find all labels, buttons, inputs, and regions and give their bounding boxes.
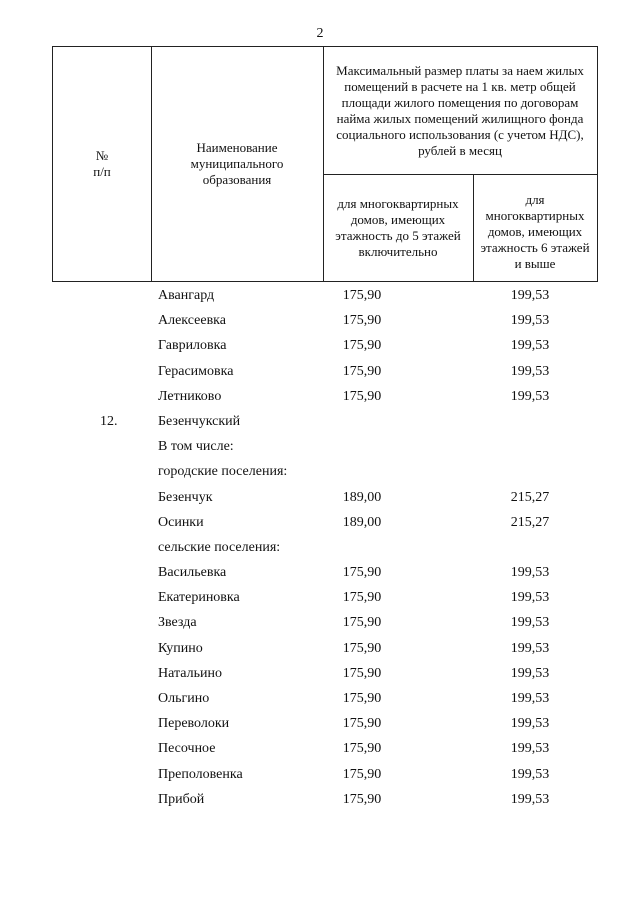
row-name: Песочное [158,741,216,757]
row-value-up-to-5-floors: 189,00 [342,514,382,530]
row-name: Васильевка [158,565,227,581]
row-value-6-floors-and-above: 199,53 [510,388,550,404]
header-name-column: Наименование муниципального образования [190,140,284,187]
row-value-6-floors-and-above: 199,53 [510,590,550,606]
row-value-up-to-5-floors: 175,90 [342,766,382,782]
row-value-6-floors-and-above: 199,53 [510,313,550,329]
row-value-up-to-5-floors: 175,90 [342,691,382,706]
table-row [0,435,640,460]
row-name: В том числе: [158,439,234,455]
row-value-up-to-5-floors: 175,90 [342,741,382,757]
row-name: Екатериновка [158,590,240,606]
row-name: Безенчукский [158,413,241,429]
row-value-6-floors-and-above: 199,53 [510,565,550,581]
row-name: Переволоки [158,716,230,732]
row-name: Герасимовка [158,363,234,379]
header-max-fee-column: Максимальный размер платы за наем жилых помещений в расчете на 1 кв. метр общей площади жилого помещения по договорам найма жилых помещений жилищного фонда социального использования (с учетом НДС), рублей в месяц [336,62,584,158]
row-name: городские поселения: [158,464,288,480]
table-row [0,385,640,410]
header-up-to-5-floors: для многоквартирных домов, имеющих этажность до 5 этажей включительно [335,195,461,259]
row-value-up-to-5-floors: 175,90 [342,615,382,631]
table-row [0,712,640,737]
row-value-6-floors-and-above: 199,53 [510,716,550,732]
table-row [0,410,640,435]
table-row [0,561,640,586]
row-value-up-to-5-floors: 175,90 [342,288,382,303]
table-row [0,788,640,813]
table-row [0,763,640,788]
table-row [0,511,640,536]
row-value-6-floors-and-above: 199,53 [510,338,550,354]
row-value-6-floors-and-above: 215,27 [510,514,550,530]
row-value-6-floors-and-above: 199,53 [510,665,550,681]
table-row [0,611,640,636]
row-name: Осинки [158,514,204,530]
row-value-up-to-5-floors: 175,90 [342,313,382,329]
row-name: Прибой [158,791,205,807]
row-value-6-floors-and-above: 199,53 [510,691,550,706]
table-header [52,46,598,282]
table-row [0,360,640,385]
table-row [0,536,640,561]
table-row [0,662,640,687]
header-6-floors-and-above: для многоквартирных домов, имеющих этажность 6 этажей и выше [480,191,590,271]
row-value-6-floors-and-above: 199,53 [510,791,550,807]
table-row [0,334,640,359]
row-value-6-floors-and-above: 199,53 [510,766,550,782]
row-name: Ольгино [158,691,210,706]
row-value-6-floors-and-above: 199,53 [510,363,550,379]
row-value-up-to-5-floors: 175,90 [342,388,382,404]
row-value-up-to-5-floors: 175,90 [342,716,382,732]
row-value-up-to-5-floors: 175,90 [342,665,382,681]
row-name: Авангард [158,288,215,303]
row-value-up-to-5-floors: 175,90 [342,640,382,656]
row-value-up-to-5-floors: 175,90 [342,338,382,354]
row-value-up-to-5-floors: 175,90 [342,590,382,606]
table-row [0,284,640,309]
row-value-up-to-5-floors: 175,90 [342,565,382,581]
table-body [0,284,640,813]
row-name: Алексеевка [158,313,226,329]
row-value-6-floors-and-above: 199,53 [510,615,550,631]
row-value-6-floors-and-above: 199,53 [510,288,550,303]
table-row [0,687,640,712]
row-number: 12. [100,413,118,429]
row-value-6-floors-and-above: 199,53 [510,640,550,656]
table-row [0,486,640,511]
page-number: 2 [316,26,324,41]
row-name: Безенчук [158,489,213,505]
row-name: Натальино [158,665,222,681]
table-row [0,460,640,485]
row-value-up-to-5-floors: 175,90 [342,791,382,807]
table-row [0,737,640,762]
row-name: сельские поселения: [158,539,281,555]
table-row [0,309,640,334]
row-value-up-to-5-floors: 189,00 [342,489,382,505]
row-name: Купино [158,640,203,656]
row-value-6-floors-and-above: 215,27 [510,489,550,505]
row-name: Летниково [158,388,222,404]
row-name: Гавриловка [158,338,227,354]
table-row [0,637,640,662]
row-value-6-floors-and-above: 199,53 [510,741,550,757]
row-name: Звезда [158,615,197,631]
row-value-up-to-5-floors: 175,90 [342,363,382,379]
table-row [0,586,640,611]
header-number-column: № п/п [93,148,111,179]
row-name: Преполовенка [158,766,243,782]
